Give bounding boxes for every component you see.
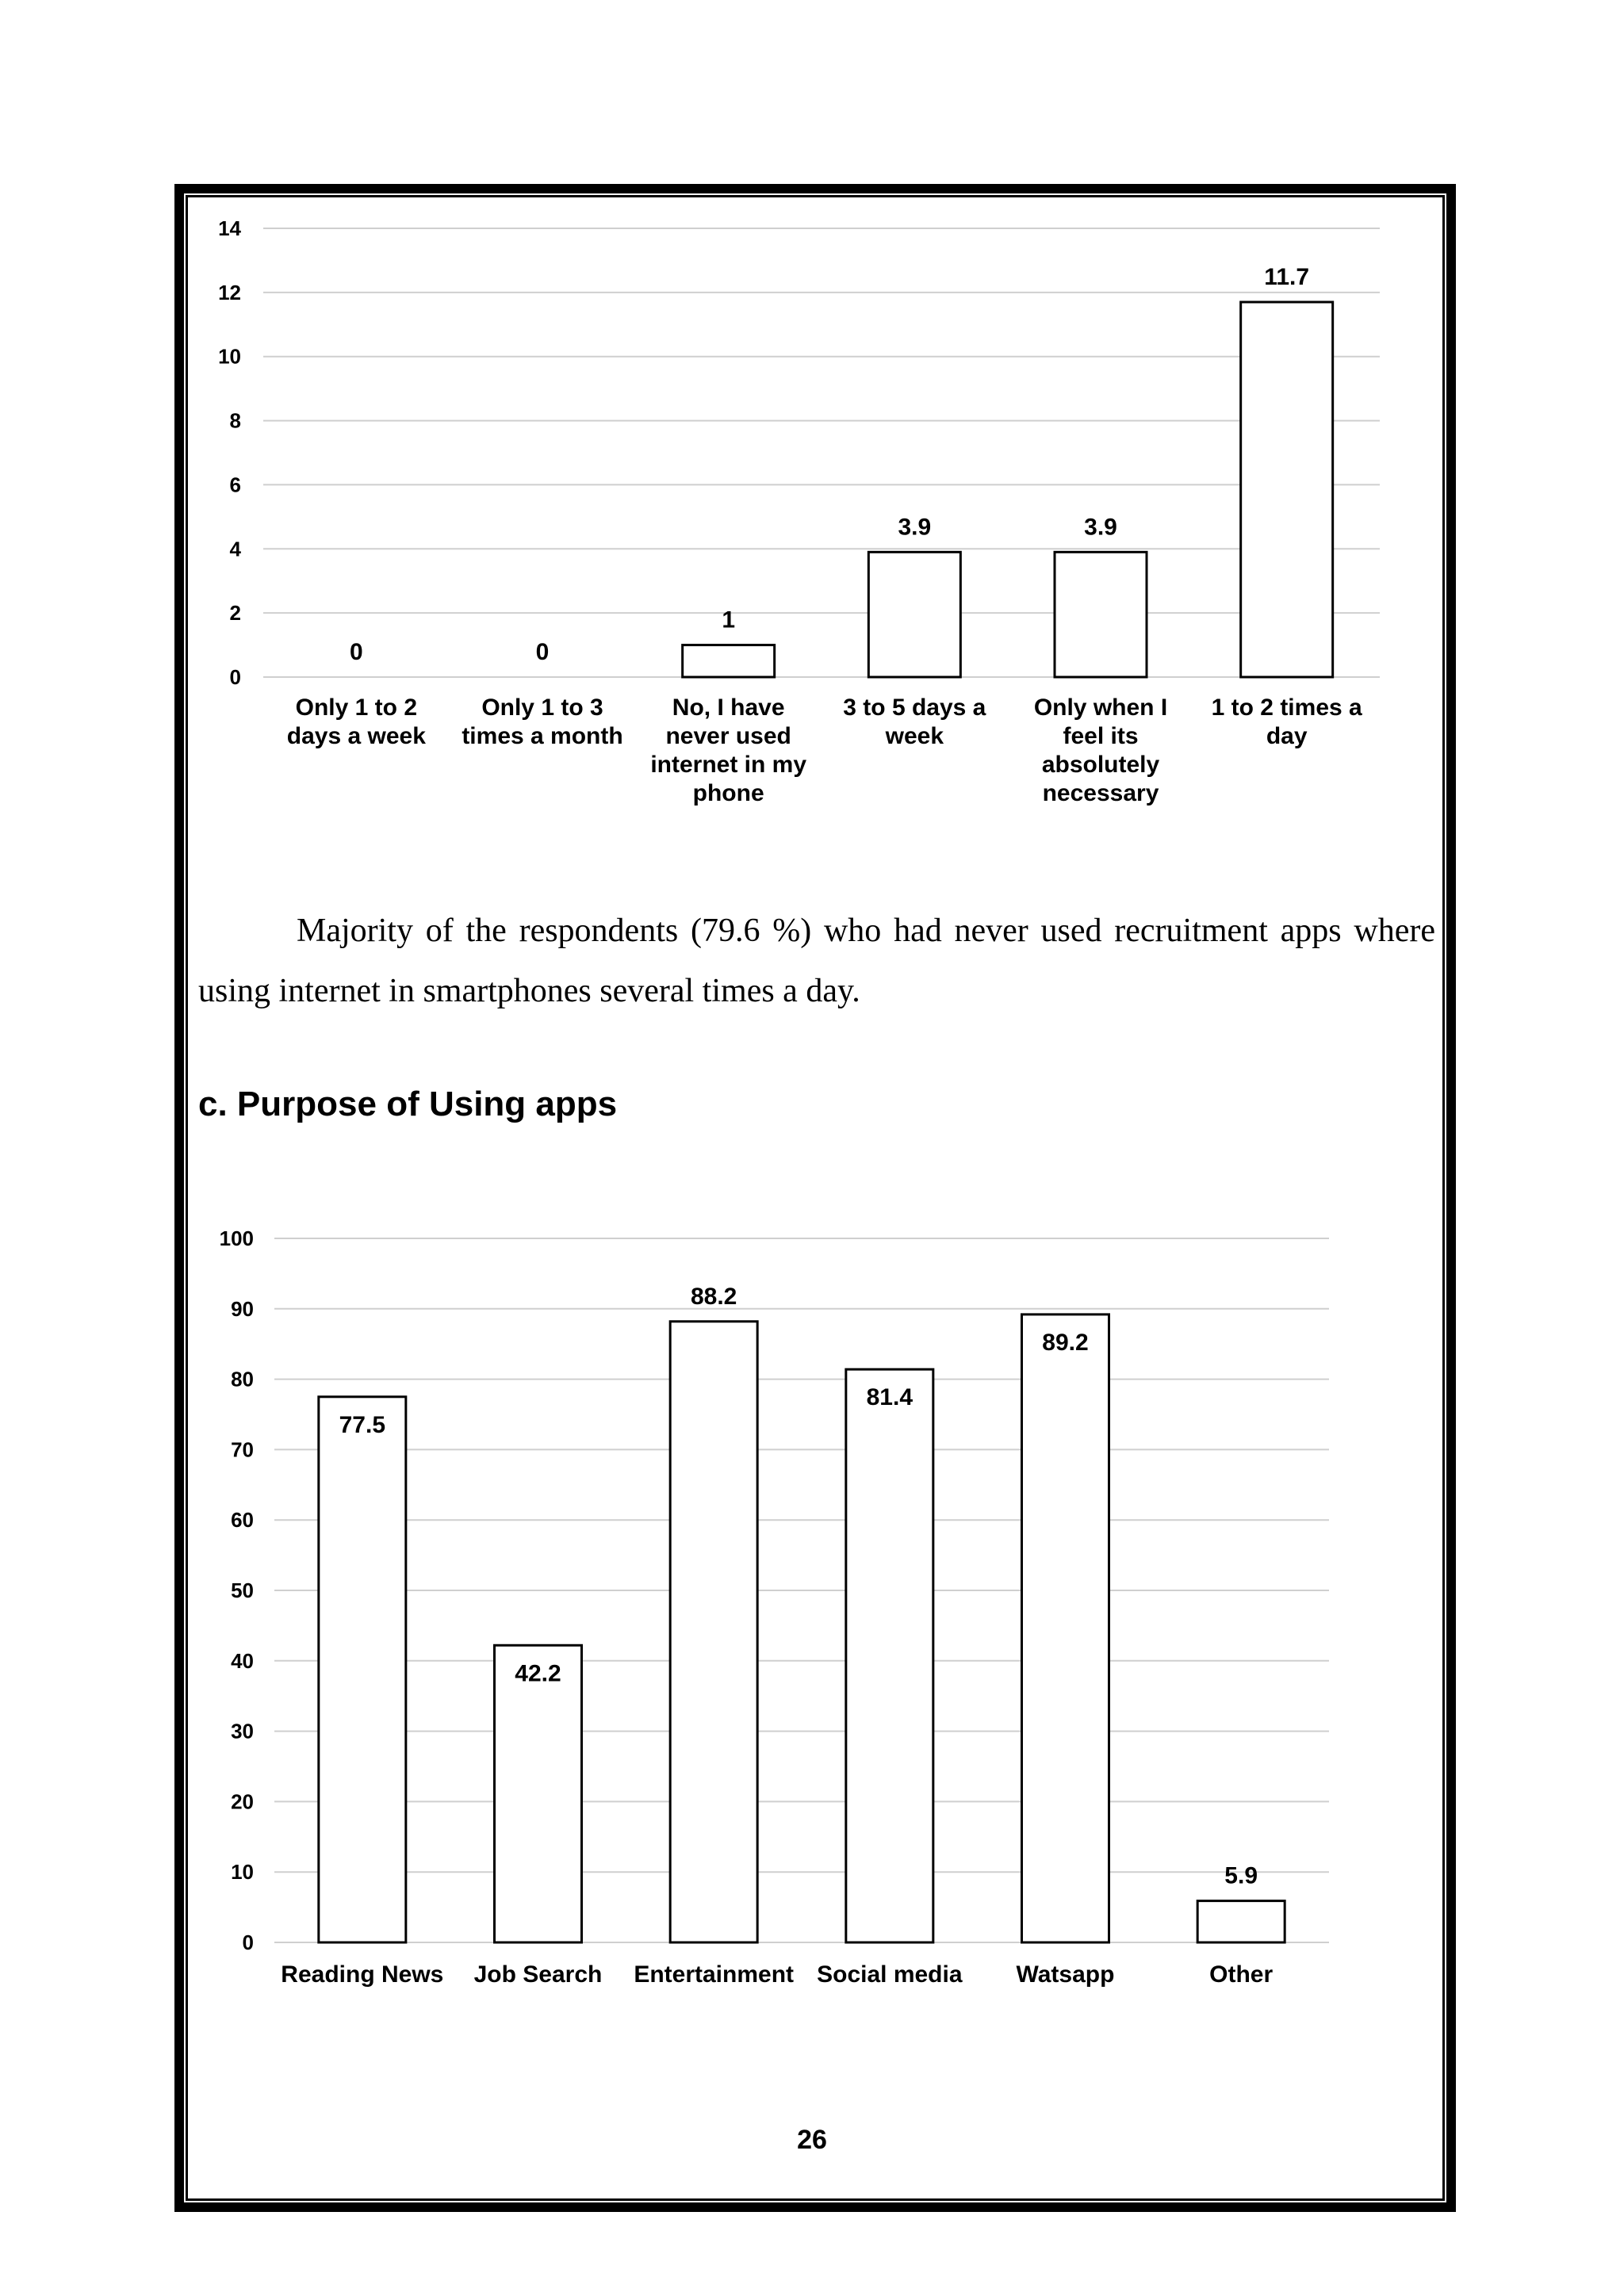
chart1-category-label: internet in my (650, 752, 807, 778)
chart1-category-label: days a week (286, 723, 426, 749)
chart1-category-label: never used (665, 723, 791, 749)
chart1-category-label: 3 to 5 days a (843, 695, 986, 721)
chart2-bar (319, 1397, 406, 1942)
chart2-y-tick-label: 60 (231, 1508, 254, 1533)
chart2-y-tick-label: 10 (231, 1860, 254, 1885)
chart1-y-tick-label: 4 (229, 537, 241, 561)
chart1-data-label: 11.7 (1264, 263, 1310, 290)
section-heading: c. Purpose of Using apps (198, 1085, 618, 1123)
chart2-y-tick-label: 50 (231, 1578, 254, 1602)
chart1-y-tick-label: 8 (229, 408, 241, 433)
chart2-bar (846, 1369, 933, 1942)
chart2-y-tick-label: 0 (242, 1931, 254, 1954)
chart1-data-label: 0 (535, 639, 550, 665)
chart2-bar (1022, 1314, 1109, 1942)
chart1-category-label: Only 1 to 3 (481, 695, 603, 721)
chart2-data-label: 81.4 (866, 1384, 914, 1411)
chart1-y-tick-label: 10 (218, 344, 241, 369)
chart2-category-label: Job Search (473, 1961, 603, 1988)
chart1-data-label: 3.9 (1084, 514, 1117, 541)
chart2-data-label: 42.2 (515, 1660, 561, 1687)
chart1-category-label: absolutely (1041, 752, 1160, 778)
chart2-y-tick-label: 90 (231, 1296, 254, 1321)
chart1-category-label: Only 1 to 2 (295, 695, 418, 721)
chart2-data-label: 89.2 (1042, 1329, 1089, 1356)
chart1-data-label: 1 (722, 607, 736, 633)
chart1-category-label: Only when I (1033, 695, 1168, 721)
chart1-data-label: 0 (349, 639, 363, 665)
chart1-category-label: No, I have (672, 695, 785, 721)
chart1-y-tick-label: 0 (229, 665, 241, 689)
chart1-category-label: feel its (1063, 723, 1139, 749)
chart2-data-label: 77.5 (339, 1411, 386, 1438)
chart2-category-label: Watsapp (1016, 1961, 1115, 1988)
chart2-y-tick-label: 20 (231, 1789, 254, 1814)
chart2-category-label: Reading News (281, 1961, 444, 1988)
chart2-category-label: Social media (817, 1961, 963, 1988)
chart1-category-label: 1 to 2 times a (1211, 695, 1362, 721)
chart1-data-label: 3.9 (898, 514, 932, 541)
chart1-category-label: necessary (1042, 780, 1159, 806)
chart1-category-label: week (885, 723, 944, 749)
chart2-data-label: 88.2 (690, 1283, 737, 1310)
chart1-y-tick-label: 2 (229, 601, 241, 626)
chart2-y-tick-label: 30 (231, 1719, 254, 1743)
chart1-y-tick-label: 12 (218, 280, 241, 304)
chart2-y-tick-label: 80 (231, 1367, 254, 1391)
chart1-category-label: day (1266, 723, 1308, 749)
chart2-y-tick-label: 70 (231, 1437, 254, 1462)
chart2-bar (1197, 1901, 1285, 1942)
chart2-category-label: Other (1209, 1961, 1274, 1988)
chart2-bar (670, 1322, 757, 1942)
body-paragraph: Majority of the respondents (79.6 %) who had never used recruitment apps where using internet in smartphones several times a day. (198, 913, 1435, 1009)
chart1-category-label: times a month (462, 723, 623, 749)
chart2-category-label: Entertainment (634, 1961, 795, 1988)
chart1-y-tick-label: 14 (218, 216, 241, 240)
page-number: 26 (797, 2125, 827, 2155)
chart1-y-tick-label: 6 (229, 473, 241, 497)
chart2-y-tick-label: 100 (219, 1226, 254, 1250)
chart2-data-label: 5.9 (1224, 1862, 1258, 1889)
chart2-y-tick-label: 40 (231, 1648, 254, 1673)
chart1-category-label: phone (692, 780, 764, 806)
chart2-bar (495, 1645, 582, 1942)
